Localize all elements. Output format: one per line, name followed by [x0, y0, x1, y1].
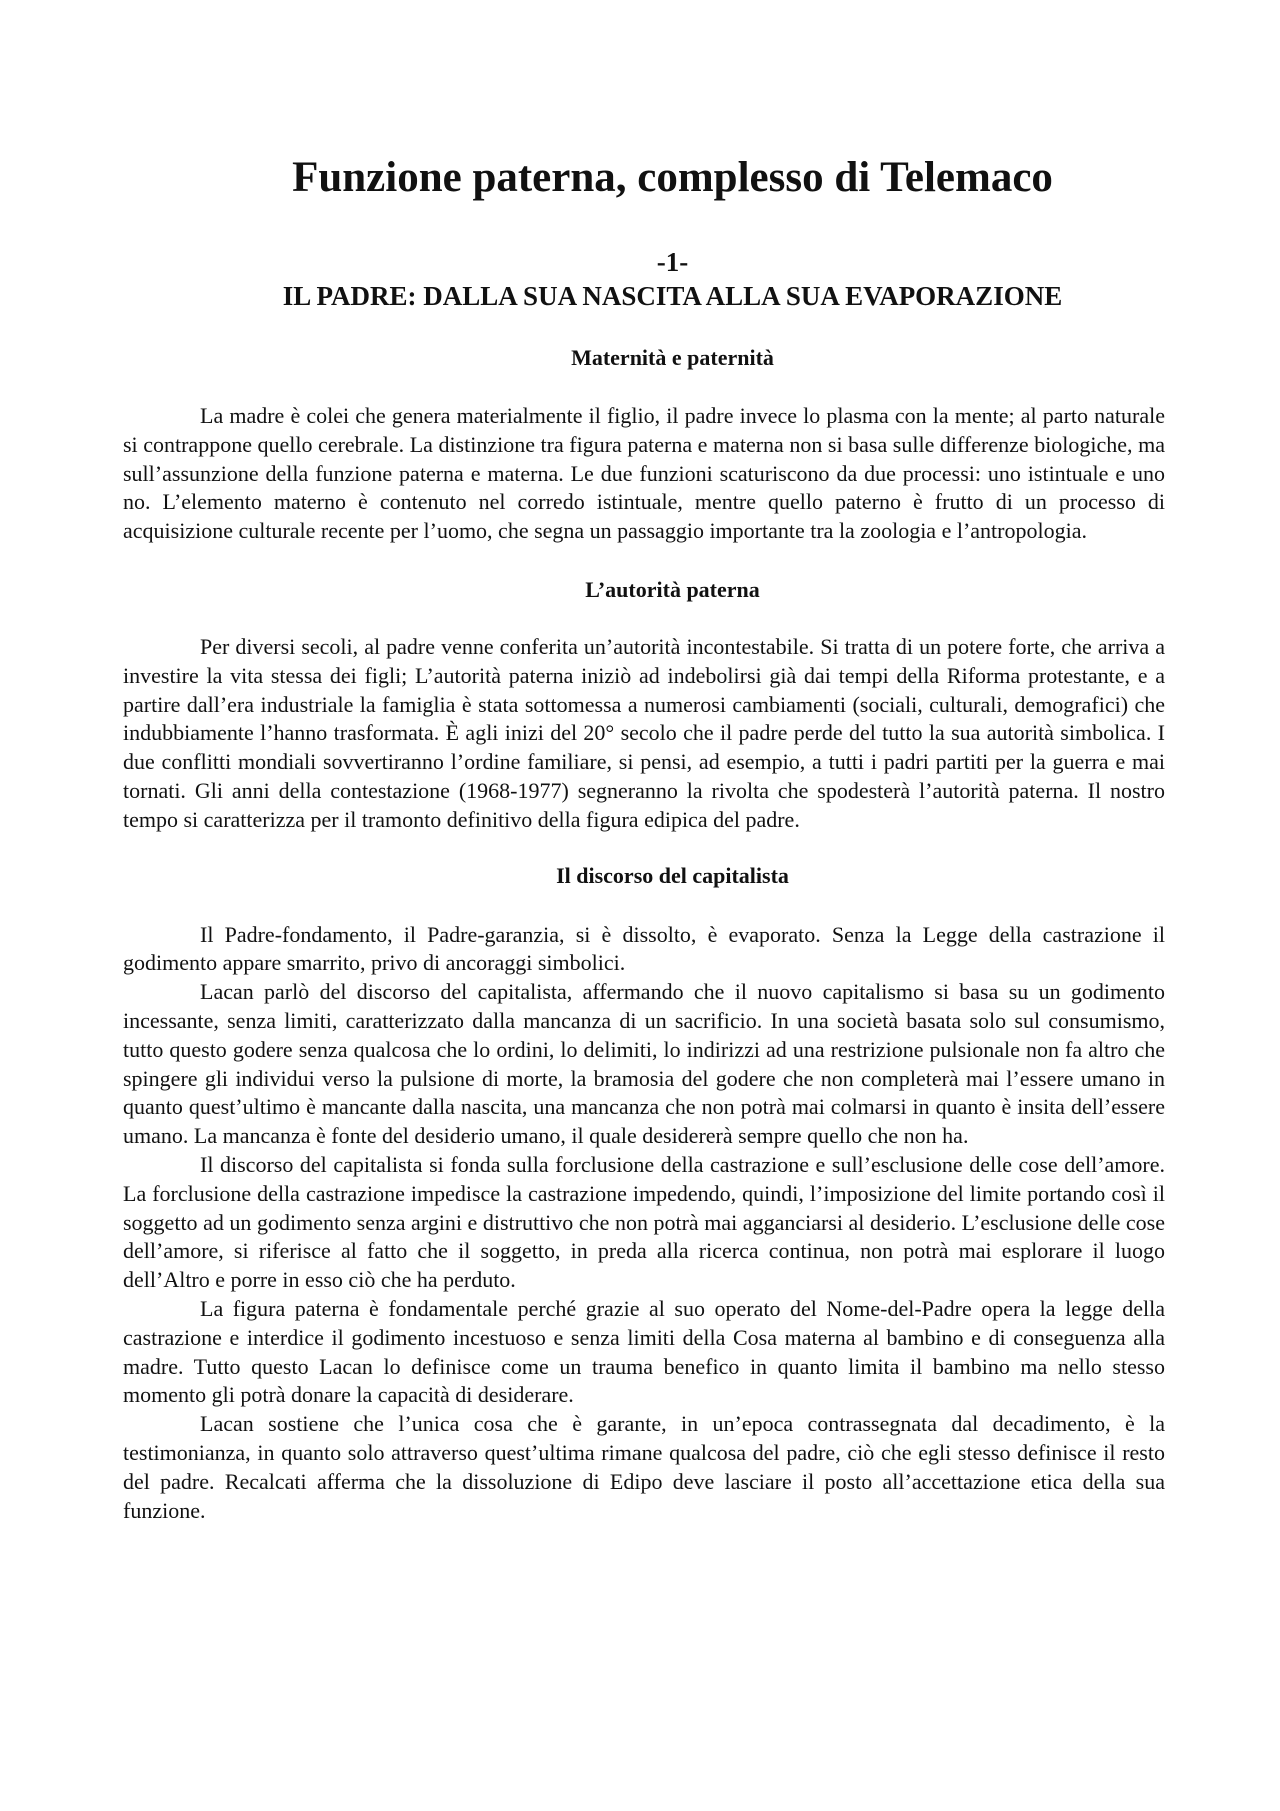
paragraph: La figura paterna è fondamentale perché grazie al suo operato del Nome-del-Padre opera la legge della castrazione e interdice il godimento incestuoso e senza limiti della Cosa materna al bambino e di conseguenza alla madre. Tutto questo Lacan lo definisce come un trauma benefico in quanto limita il bambino ma nello stesso momento gli potrà donare la capacità di desiderare.	[123, 1295, 1165, 1408]
paragraph: Il Padre-fondamento, il Padre-garanzia, si è dissolto, è evaporato. Senza la Legge della castrazione il godimento appare smarrito, privo di ancoraggi simbolici.	[123, 921, 1165, 976]
section-heading-autorita: L’autorità paterna	[585, 576, 760, 602]
section-heading-capitalista: Il discorso del capitalista	[556, 862, 789, 888]
section-heading-maternita: Maternità e paternità	[571, 345, 774, 370]
chapter-number: -1-	[656, 247, 689, 277]
section-body-autorita	[123, 633, 1165, 835]
chapter-title: IL PADRE: DALLA SUA NASCITA ALLA SUA EVAPORAZIONE	[282, 281, 1063, 311]
section-body-capitalista	[123, 921, 1165, 1526]
page-title: Funzione paterna, complesso di Telemaco	[292, 154, 1053, 201]
paragraph: La madre è colei che genera materialmente il figlio, il padre invece lo plasma con la mente; al parto naturale si contrappone quello cerebrale. La distinzione tra figura paterna e materna non si basa sulle differenze biologiche, ma sull’assunzione della funzione paterna e materna. Le due funzioni scaturiscono da due processi: uno istintuale e uno no. L’elemento materno è contenuto nel corredo istintuale, mentre quello paterno è frutto di un processo di acquisizione culturale recente per l’uomo, che segna un passaggio importante tra la zoologia e l’antropologia.	[123, 403, 1165, 544]
section-body-maternita	[123, 402, 1165, 546]
paragraph: Per diversi secoli, al padre venne conferita un’autorità incontestabile. Si tratta di un potere forte, che arriva a investire la vita stessa dei figli; L’autorità paterna iniziò ad indebolirsi già dai tempi della Riforma protestante, e a partire dall’era industriale la famiglia è stata sottomessa a numerosi cambiamenti (sociali, culturali, demografici) che indubbiamente l’hanno trasformata. È agli inizi del 20° secolo che il padre perde del tutto la sua autorità simbolica. I due conflitti mondiali sovvertiranno l’ordine familiare, si pensi, ad esempio, a tutti i padri partiti per la guerra e mai tornati. Gli anni della contestazione (1968-1977) segneranno la rivolta che spodesterà l’autorità paterna. Il nostro tempo si caratterizza per il tramonto definitivo della figura edipica del padre.	[123, 633, 1165, 832]
document-page	[123, 148, 1165, 1525]
paragraph: Lacan sostiene che l’unica cosa che è garante, in un’epoca contrassegnata dal decadimento, è la testimonianza, in quanto solo attraverso quest’ultima rimane qualcosa del padre, ciò che egli stesso definisce il resto del padre. Recalcati afferma che la dissoluzione di Edipo deve lasciare il posto all’accettazione etica della sua funzione.	[123, 1411, 1165, 1523]
paragraph: Lacan parlò del discorso del capitalista, affermando che il nuovo capitalismo si basa su un godimento incessante, senza limiti, caratterizzato dalla mancanza di un sacrificio. In una società basata solo sul consumismo, tutto questo godere senza qualcosa che lo ordini, lo delimiti, lo indirizzi ad una restrizione pulsionale non fa altro che spingere gli individui verso la pulsione di morte, la bramosia del godere che non completerà mai l’essere umano in quanto quest’ultimo è mancante dalla nascita, una mancanza che non potrà mai colmarsi in quanto è insita dell’essere umano. La mancanza è fonte del desiderio umano, il quale desidererà sempre quello che non ha.	[123, 979, 1165, 1149]
paragraph: Il discorso del capitalista si fonda sulla forclusione della castrazione e sull’esclusione delle cose dell’amore. La forclusione della castrazione impedisce la castrazione impedendo, quindi, l’imposizione del limite portando così il soggetto ad un godimento senza argini e distruttivo che non potrà mai agganciarsi al desiderio. L’esclusione delle cose dell’amore, si riferisce al fatto che il soggetto, in preda alla ricerca continua, non potrà mai esplorare il luogo dell’Altro e porre in esso ciò che ha perduto.	[123, 1151, 1165, 1293]
